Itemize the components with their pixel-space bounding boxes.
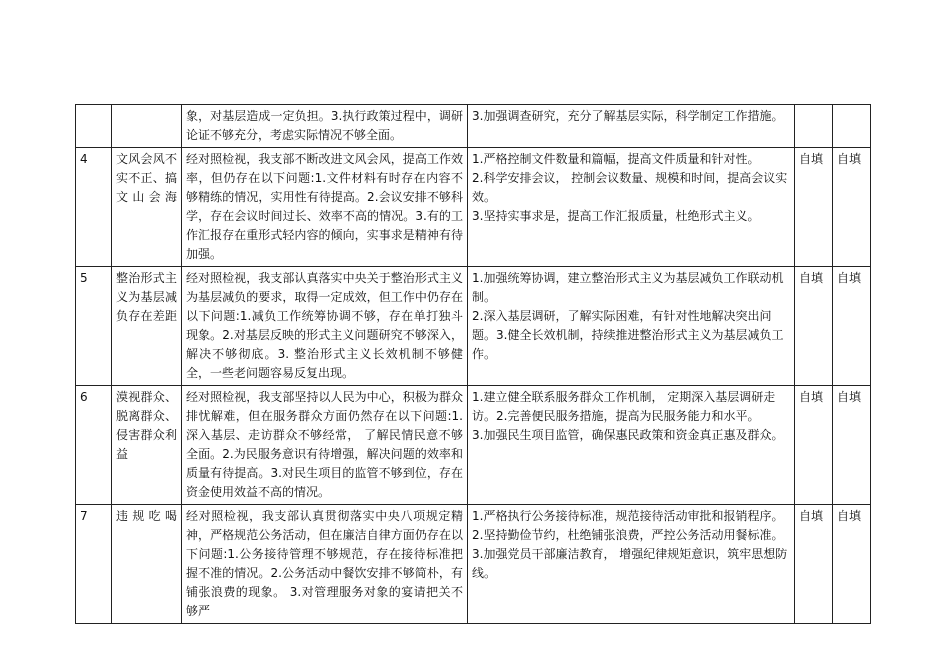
row-number: 4 [76, 148, 112, 267]
problem-description: 经对照检视，我支部认真贯彻落实中央八项规定精神，严格规范公务活动，但在廉洁自律方面仍存在以下问题:1.公务接待管理不够规范，存在接待标准把握不准的情况。2.公务活动中餐饮安排不够简朴，有铺张浪费的现象。 3.对管理服务对象的宴请把关不够严 [182, 505, 468, 624]
issue-cell: 文风会风不实不正、搞文山会海 [112, 148, 182, 267]
row-number: 7 [76, 505, 112, 624]
fill-in-cell [833, 105, 871, 148]
measure-item: 1.建立健全联系服务群众工作机制， 定期深入基层调研走访。2.完善便民服务措施，提高为民服务能力和水平。 [472, 390, 776, 423]
fill-in-cell: 自填 [833, 386, 871, 505]
measure-item: 1.严格控制文件数量和篇幅，提高文件质量和针对性。 [472, 152, 760, 166]
fill-in-cell: 自填 [795, 148, 833, 267]
problem-description: 经对照检视，我支部不断改进文风会风，提高工作效率，但仍存在以下问题:1.文件材料有时存在内容不够精练的情况，实用性有待提高。2.会议安排不够科学，存在会议时间过长、效率不高的情况。3.有的工作汇报存在重形式轻内容的倾向，实事求是精神有待加强。 [182, 148, 468, 267]
measures-cell [468, 105, 795, 148]
measure-item: 3.加强调查研究，充分了解基层实际，科学制定工作措施。 [472, 109, 784, 123]
table-row [76, 105, 871, 148]
table-row [76, 505, 871, 624]
measure-item: 2.深入基层调研，了解实际困难，有针对性地解决突出问题。3.健全长效机制，持续推进整治形式主义为基层减负工作。 [472, 309, 784, 361]
table-row [76, 386, 871, 505]
rectification-table [75, 104, 871, 624]
problem-description: 经对照检视，我支部坚持以人民为中心，积极为群众排忧解难，但在服务群众方面仍然存在以下问题:1.深入基层、走访群众不够经常， 了解民情民意不够全面。2.为民服务意识有待增强，解决问题的效率和质量有待提高。3.对民生项目的监管不够到位，存在资金使用效益不高的情况。 [182, 386, 468, 505]
issue-cell: 整治形式主义为基层减负存在差距 [112, 267, 182, 386]
fill-in-cell: 自填 [833, 505, 871, 624]
row-number: 5 [76, 267, 112, 386]
fill-in-cell: 自填 [795, 267, 833, 386]
measure-item: 2.坚持勤俭节约，杜绝铺张浪费，严控公务活动用餐标准。 [472, 528, 784, 542]
issue-cell [112, 105, 182, 148]
issue-cell: 违规吃喝 [112, 505, 182, 624]
row-number [76, 105, 112, 148]
table-row [76, 267, 871, 386]
fill-in-cell: 自填 [795, 386, 833, 505]
issue-cell: 漠视群众、脱离群众、侵害群众利益 [112, 386, 182, 505]
fill-in-cell: 自填 [795, 505, 833, 624]
measure-item: 2.科学安排会议， 控制会议数量、规模和时间，提高会议实效。 [472, 171, 788, 204]
measure-item: 1.加强统筹协调，建立整治形式主义为基层减负工作联动机制。 [472, 271, 784, 304]
measure-item: 1.严格执行公务接待标准，规范接待活动审批和报销程序。 [472, 509, 784, 523]
measures-cell [468, 148, 795, 267]
measures-cell [468, 386, 795, 505]
table-body [76, 105, 871, 624]
measure-item: 3.坚持实事求是，提高工作汇报质量，杜绝形式主义。 [472, 209, 760, 223]
table-row [76, 148, 871, 267]
fill-in-cell [795, 105, 833, 148]
fill-in-cell: 自填 [833, 148, 871, 267]
measure-item: 3.加强民生项目监管，确保惠民政策和资金真正惠及群众。 [472, 428, 784, 442]
row-number: 6 [76, 386, 112, 505]
problem-description: 象，对基层造成一定负担。3.执行政策过程中，调研论证不够充分，考虑实际情况不够全面。 [182, 105, 468, 148]
measure-item: 3.加强党员干部廉洁教育， 增强纪律规矩意识，筑牢思想防线。 [472, 547, 788, 580]
problem-description: 经对照检视，我支部认真落实中央关于整治形式主义为基层减负的要求，取得一定成效，但工作中仍存在以下问题:1.减负工作统筹协调不够，存在单打独斗现象。2.对基层反映的形式主义问题研究不够深入，解决不够彻底。3. 整治形式主义长效机制不够健全，一些老问题容易反复出现。 [182, 267, 468, 386]
measures-cell [468, 505, 795, 624]
measures-cell [468, 267, 795, 386]
fill-in-cell: 自填 [833, 267, 871, 386]
